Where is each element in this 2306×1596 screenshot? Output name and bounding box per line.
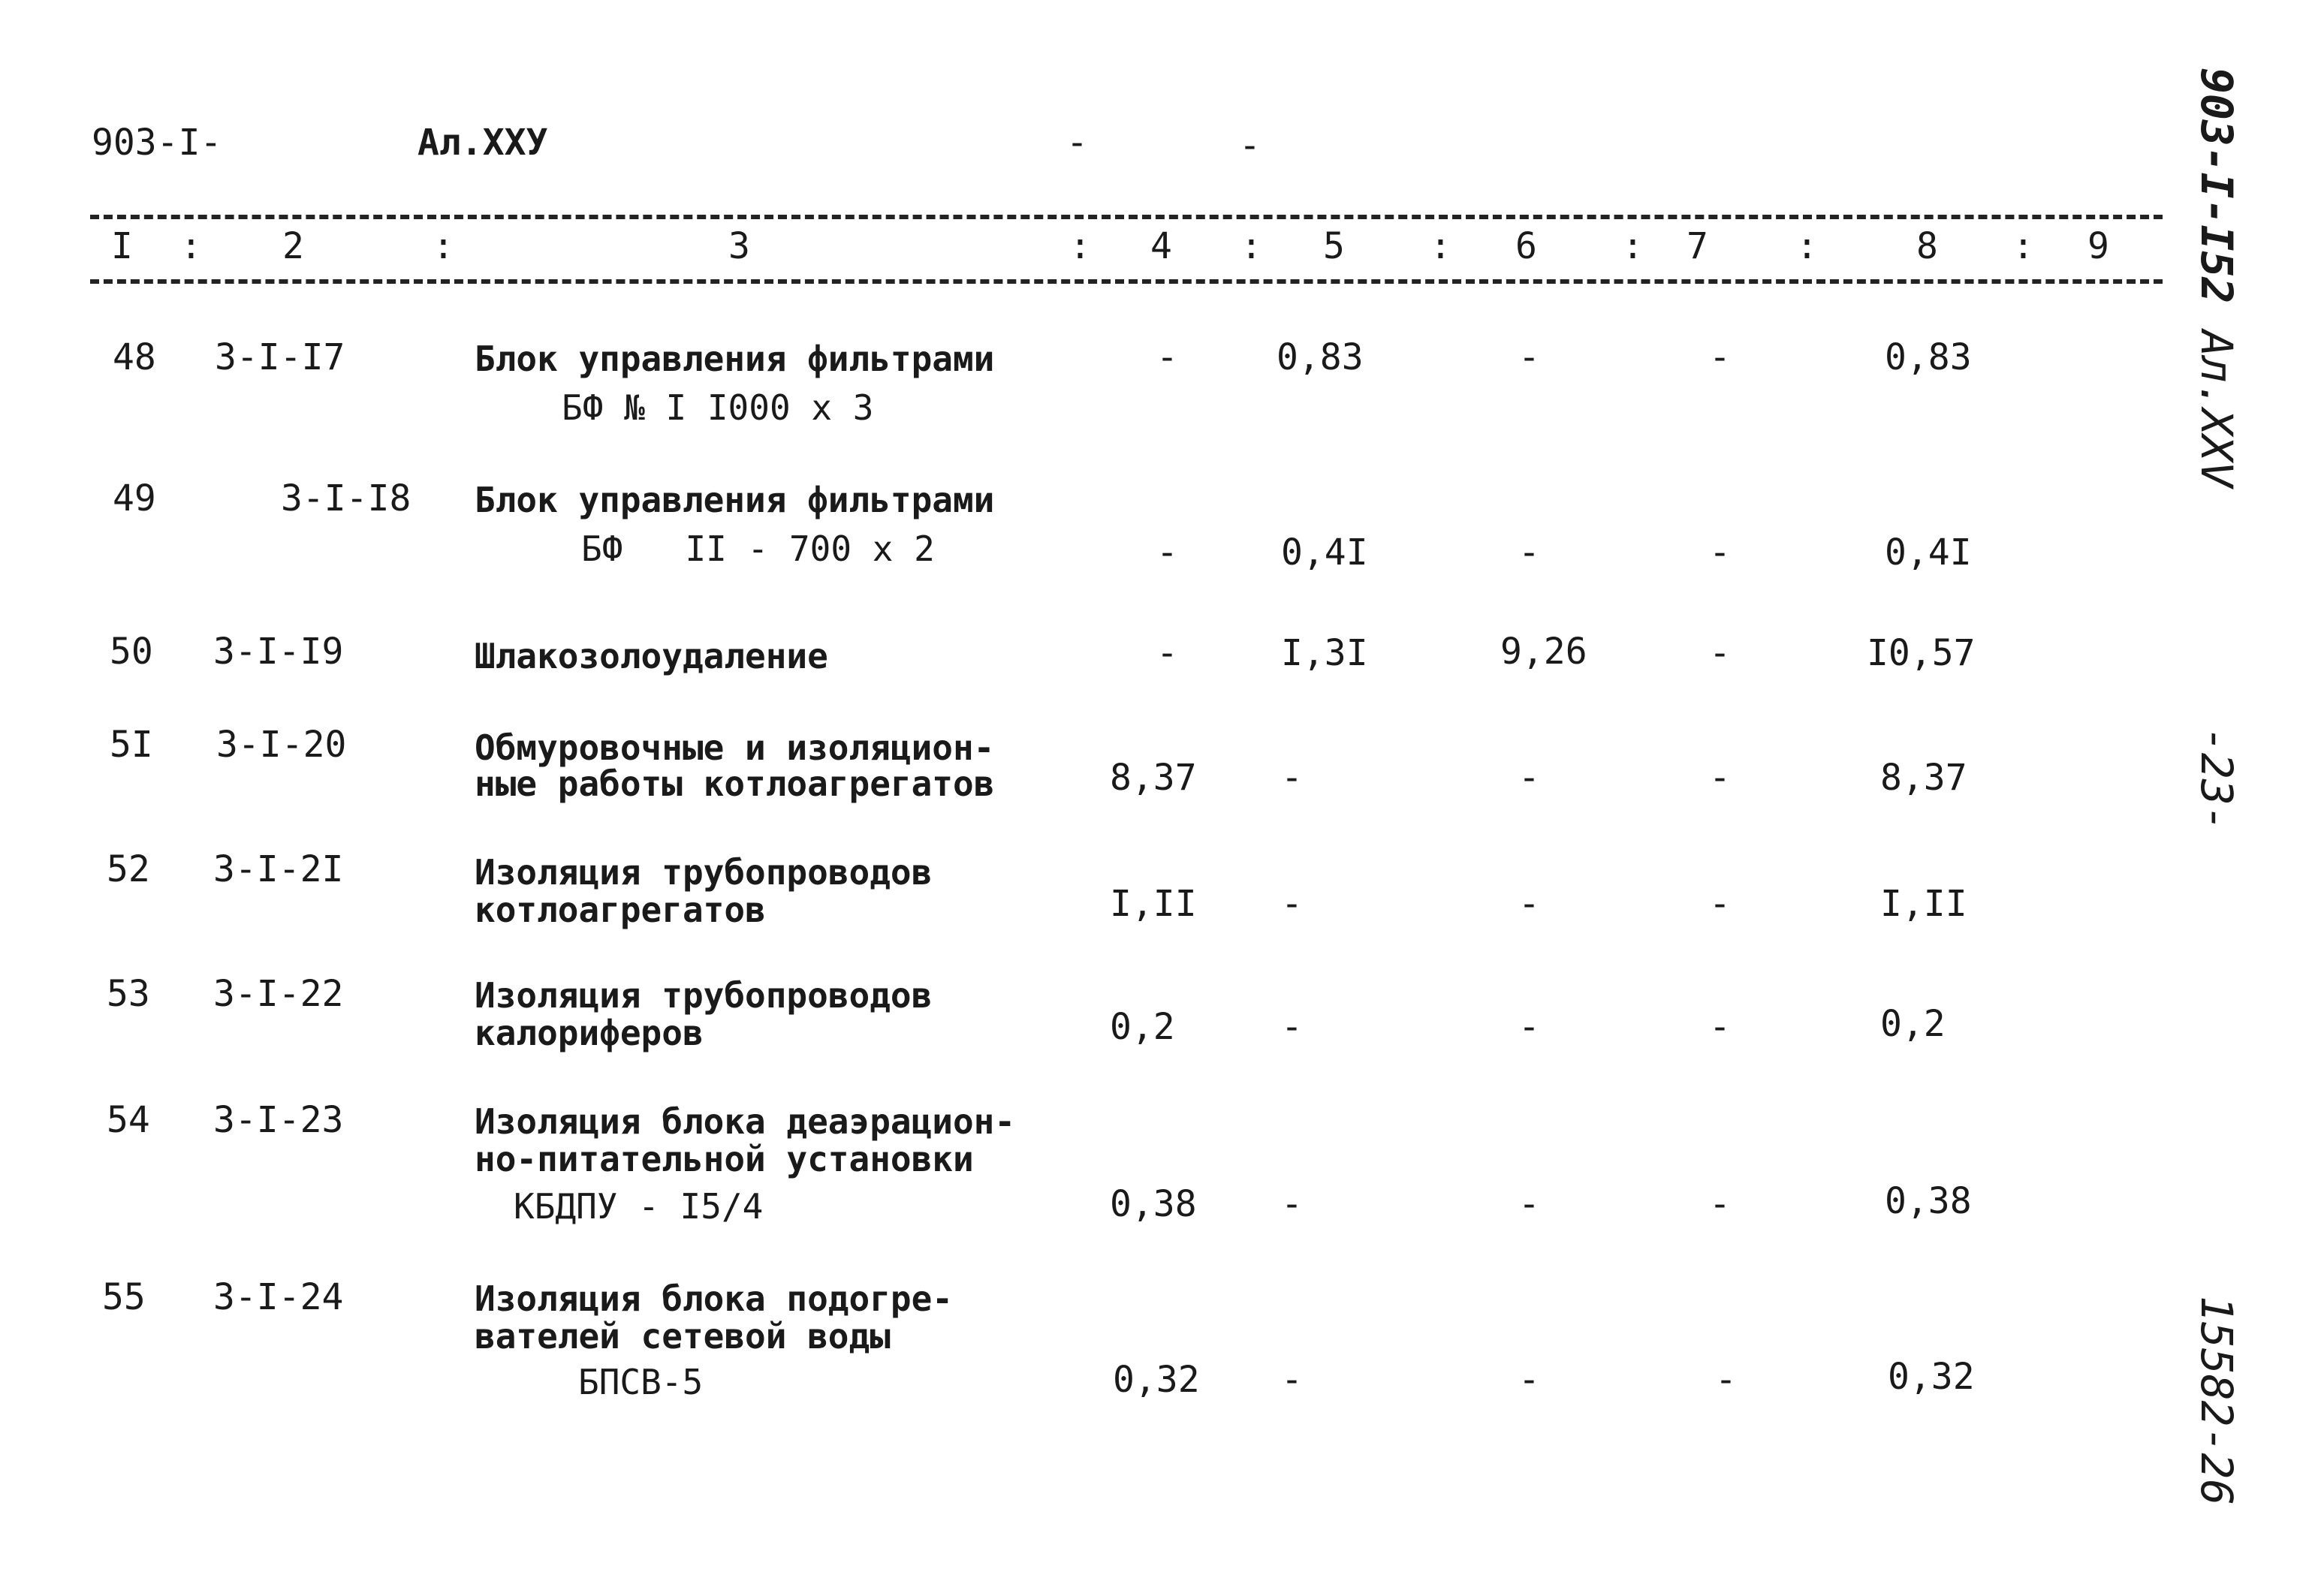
row-54-col-8: 0,38 bbox=[1885, 1180, 1972, 1222]
row-51-name-line-1: Обмуровочные и изоляцион- bbox=[475, 727, 995, 768]
row-52-code: 3-I-2I bbox=[213, 848, 344, 890]
row-51-col-5: - bbox=[1281, 757, 1303, 799]
row-53-col-5: - bbox=[1281, 1006, 1303, 1048]
col-separator: : bbox=[1622, 225, 1644, 267]
row-55-col-7: - bbox=[1715, 1359, 1737, 1401]
row-52-col-7: - bbox=[1709, 883, 1731, 925]
col-6-header: 6 bbox=[1515, 225, 1537, 267]
row-51-col-6: - bbox=[1518, 757, 1540, 799]
row-52-col-8: I,II bbox=[1880, 883, 1967, 925]
header-top-rule bbox=[90, 215, 2163, 219]
row-53-col-7: - bbox=[1709, 1006, 1731, 1048]
col-5-header: 5 bbox=[1323, 225, 1345, 267]
row-55-code: 3-I-24 bbox=[213, 1276, 344, 1318]
row-53-col-4: 0,2 bbox=[1110, 1006, 1175, 1048]
margin-doc-code: 903-I-I52 bbox=[2191, 68, 2242, 304]
col-9-header: 9 bbox=[2087, 225, 2109, 267]
col-7-header: 7 bbox=[1687, 225, 1708, 267]
row-49-col-5: 0,4I bbox=[1281, 531, 1368, 574]
row-55-col-5: - bbox=[1281, 1359, 1303, 1401]
row-49-name-line-2: БФ II - 700 х 2 bbox=[581, 528, 935, 569]
row-55-col-8: 0,32 bbox=[1888, 1356, 1975, 1398]
album-number: Ал.XXУ bbox=[417, 122, 548, 164]
row-50-col-4: - bbox=[1156, 632, 1178, 674]
row-50-col-5: I,3I bbox=[1281, 632, 1368, 674]
row-48-name-line-2: БФ № I I000 х 3 bbox=[562, 387, 874, 428]
row-48-code: 3-I-I7 bbox=[215, 336, 345, 378]
header-bottom-rule bbox=[90, 279, 2163, 284]
row-55-col-6: - bbox=[1518, 1359, 1540, 1401]
row-52-col-4: I,II bbox=[1110, 883, 1197, 925]
row-53-col-6: - bbox=[1518, 1006, 1540, 1048]
col-separator: : bbox=[180, 225, 202, 267]
row-53-name-line-1: Изоляция трубопроводов bbox=[475, 975, 933, 1016]
row-52-name-line-1: Изоляция трубопроводов bbox=[475, 852, 933, 893]
row-54-col-4: 0,38 bbox=[1110, 1183, 1197, 1225]
row-53-col-8: 0,2 bbox=[1880, 1003, 1946, 1045]
col-separator: : bbox=[1240, 225, 1262, 267]
row-52-col-5: - bbox=[1281, 883, 1303, 925]
col-separator: : bbox=[1796, 225, 1818, 267]
row-51-col-4: 8,37 bbox=[1110, 757, 1197, 799]
col-2-header: 2 bbox=[282, 225, 304, 267]
row-49-number: 49 bbox=[113, 477, 156, 519]
row-48-col-7: - bbox=[1709, 336, 1731, 378]
row-51-name-line-2: ные работы котлоагрегатов bbox=[475, 763, 995, 804]
row-51-col-8: 8,37 bbox=[1880, 757, 1967, 799]
row-49-col-7: - bbox=[1709, 531, 1731, 574]
col-separator: : bbox=[2012, 225, 2034, 267]
row-55-col-4: 0,32 bbox=[1113, 1359, 1200, 1401]
row-53-number: 53 bbox=[107, 973, 150, 1015]
row-54-name-line-2: но-питательной установки bbox=[475, 1139, 974, 1179]
row-54-col-7: - bbox=[1709, 1183, 1731, 1225]
row-54-col-6: - bbox=[1518, 1183, 1540, 1225]
row-54-name-line-3: КБДПУ - I5/4 bbox=[514, 1186, 764, 1227]
row-51-code: 3-I-20 bbox=[216, 724, 347, 766]
row-55-name-line-2: вателей сетевой воды bbox=[475, 1316, 891, 1357]
row-48-number: 48 bbox=[113, 336, 156, 378]
col-4-header: 4 bbox=[1150, 225, 1172, 267]
row-53-code: 3-I-22 bbox=[213, 973, 344, 1015]
margin-album: Ал.XXV bbox=[2191, 330, 2242, 488]
row-54-number: 54 bbox=[107, 1099, 150, 1141]
row-52-number: 52 bbox=[107, 848, 150, 890]
row-48-col-5: 0,83 bbox=[1277, 336, 1364, 378]
col-8-header: 8 bbox=[1916, 225, 1938, 267]
row-49-name-line-1: Блок управления фильтрами bbox=[475, 480, 995, 520]
row-54-name-line-1: Изоляция блока деаэрацион- bbox=[475, 1101, 1016, 1142]
row-50-name-line-1: Шлакозолоудаление bbox=[475, 636, 828, 676]
row-50-col-6: 9,26 bbox=[1500, 631, 1587, 673]
row-54-code: 3-I-23 bbox=[213, 1099, 344, 1141]
row-48-name-line-1: Блок управления фильтрами bbox=[475, 339, 995, 379]
row-53-name-line-2: калориферов bbox=[475, 1013, 704, 1053]
series-code: 903-I- bbox=[92, 122, 222, 164]
row-51-number: 5I bbox=[110, 724, 153, 766]
row-52-name-line-2: котлоагрегатов bbox=[475, 890, 766, 930]
margin-page-number: -23- bbox=[2191, 727, 2242, 832]
row-50-number: 50 bbox=[110, 631, 153, 673]
col-separator: : bbox=[1430, 225, 1451, 267]
margin-inventory-number: 15582-26 bbox=[2191, 1296, 2242, 1506]
row-50-code: 3-I-I9 bbox=[213, 631, 344, 673]
row-55-name-line-1: Изоляция блока подогре- bbox=[475, 1278, 953, 1319]
col-3-header: 3 bbox=[728, 225, 750, 267]
row-54-col-5: - bbox=[1281, 1183, 1303, 1225]
row-48-col-8: 0,83 bbox=[1885, 336, 1972, 378]
row-48-col-6: - bbox=[1518, 336, 1540, 378]
col-1-header: I bbox=[111, 225, 133, 267]
col-separator: : bbox=[433, 225, 454, 267]
row-50-col-8: I0,57 bbox=[1867, 632, 1976, 674]
row-55-number: 55 bbox=[102, 1276, 146, 1318]
row-52-col-6: - bbox=[1518, 883, 1540, 925]
row-55-name-line-3: БПСВ-5 bbox=[578, 1362, 704, 1402]
row-49-col-8: 0,4I bbox=[1885, 531, 1972, 574]
row-49-code: 3-I-I8 bbox=[281, 477, 411, 519]
header-dash-1: - bbox=[1066, 122, 1088, 164]
row-49-col-4: - bbox=[1156, 531, 1178, 574]
col-separator: : bbox=[1069, 225, 1091, 267]
row-48-col-4: - bbox=[1156, 336, 1178, 378]
row-49-col-6: - bbox=[1518, 531, 1540, 574]
row-51-col-7: - bbox=[1709, 757, 1731, 799]
header-dash-2: - bbox=[1239, 125, 1261, 167]
row-50-col-7: - bbox=[1709, 632, 1731, 674]
